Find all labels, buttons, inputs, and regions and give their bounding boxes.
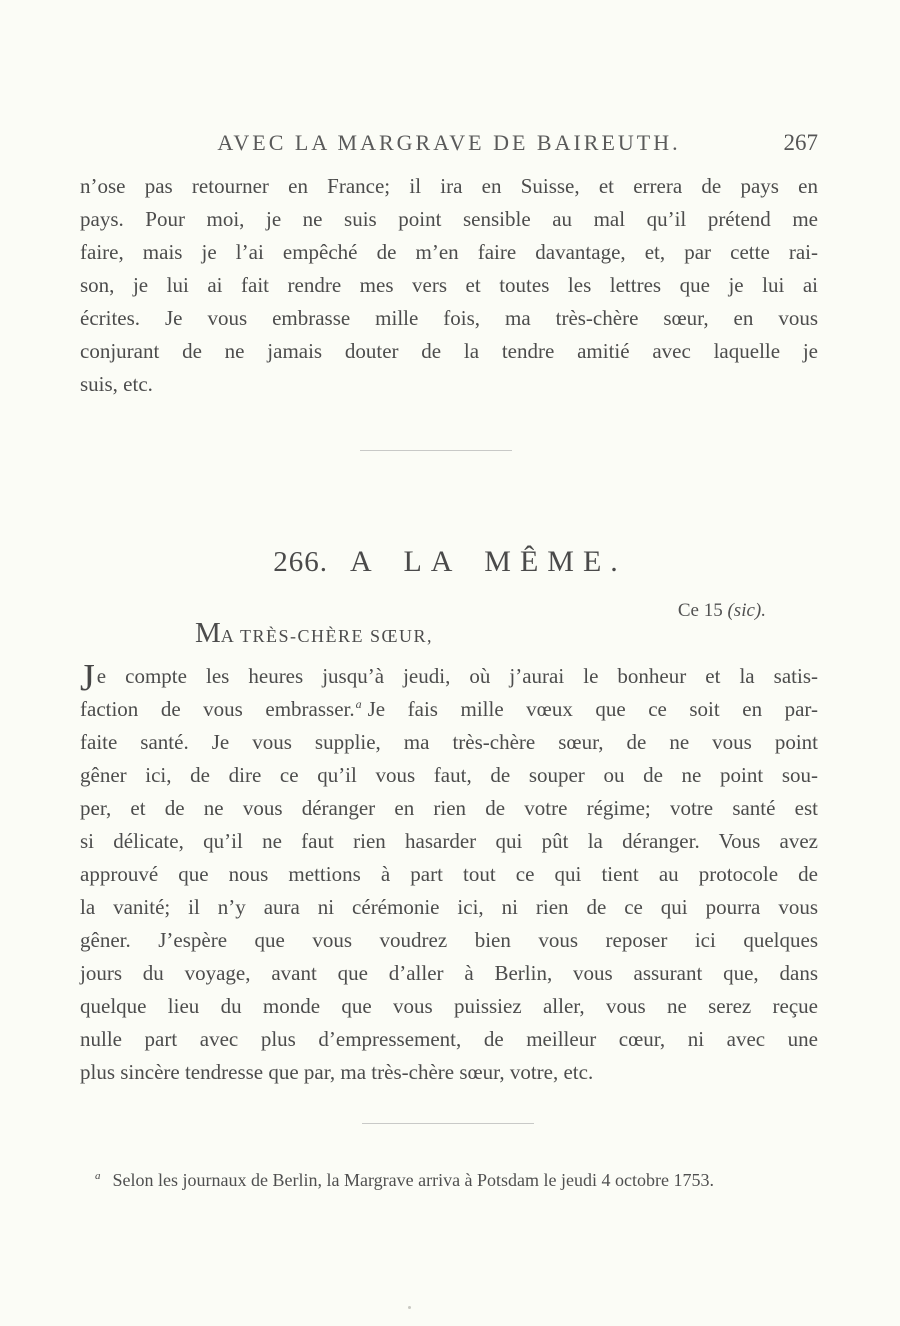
text-line: jours du voyage, avant que d’aller à Berlin, vous assurant que, dans <box>80 961 818 985</box>
text-line: faction de vous embrasser.$^a$ Je fais mille vœux que ce soit en par- <box>80 697 818 721</box>
page-number: 267 <box>783 130 818 155</box>
text-line: son, je lui ai fait rendre mes vers et toutes les lettres que je lui ai <box>80 273 818 297</box>
text-line: pays. Pour moi, je ne suis point sensible au mal qu’il prétend me <box>80 207 818 231</box>
letter-title: A LA MÊME. <box>349 545 627 578</box>
footnote-divider <box>362 1123 534 1124</box>
text-line: suis, etc. <box>80 372 153 396</box>
text-line: plus sincère tendresse que par, ma très-chère sœur, votre, etc. <box>80 1060 594 1084</box>
text-line: nulle part avec plus d’empressement, de meilleur cœur, ni avec une <box>80 1027 818 1051</box>
footnote-marker: a <box>95 1170 101 1182</box>
text-line: Je compte les heures jusqu’à jeudi, où j’aurai le bonheur et la satis- <box>80 657 818 699</box>
footnote-text: Selon les journaux de Berlin, la Margrave arriva à Potsdam le jeudi 4 octobre 1753. <box>112 1170 715 1190</box>
salutation-rest: A TRÈS-CHÈRE SŒUR, <box>220 626 433 646</box>
salutation-initial: M <box>195 617 221 649</box>
running-header <box>80 130 818 160</box>
text-line: quelque lieu du monde que vous puissiez aller, vous ne serez reçue <box>80 994 818 1018</box>
text-line: n’ose pas retourner en France; il ira en Suisse, et errera de pays en <box>80 174 818 198</box>
text-line: faite santé. Je vous supplie, ma très-chère sœur, de ne vous point <box>80 730 818 754</box>
text-line: si délicate, qu’il ne faut rien hasarder qui pût la déranger. Vous avez <box>80 829 818 853</box>
dateline-sic: (sic). <box>727 600 766 621</box>
text-line: faire, mais je l’ai empêché de m’en faire davantage, et, par cette rai- <box>80 240 818 264</box>
text-line: la vanité; il n’y aura ni cérémonie ici, ni rien de ce qui pourra vous <box>80 895 818 919</box>
salutation <box>195 618 433 648</box>
letter-body <box>80 657 818 1089</box>
scan-artifact-dot <box>408 1306 411 1309</box>
text-line: gêner ici, de dire ce qu’il vous faut, de souper ou de ne point sou- <box>80 763 818 787</box>
dateline-text: Ce 15 <box>677 600 728 621</box>
text-line: écrites. Je vous embrasse mille fois, ma très-chère sœur, en vous <box>80 306 818 330</box>
footnote-marker-ref: a <box>355 697 362 711</box>
text-line: approuvé que nous mettions à part tout ce qui tient au protocole de <box>80 862 818 886</box>
letter-heading <box>0 545 900 579</box>
text-line: conjurant de ne jamais douter de la tendre amitié avec laquelle je <box>80 339 818 363</box>
text-line: gêner. J’espère que vous voudrez bien vous reposer ici quelques <box>80 928 818 952</box>
footnote <box>95 1168 818 1192</box>
text-line: per, et de ne vous déranger en rien de votre régime; votre santé est <box>80 796 818 820</box>
letter-number: 266. <box>273 546 328 578</box>
drop-initial: J <box>80 657 95 699</box>
section-divider <box>360 450 512 451</box>
running-header-title: AVEC LA MARGRAVE DE BAIREUTH. <box>217 130 681 155</box>
paragraph-continuation <box>80 170 818 401</box>
